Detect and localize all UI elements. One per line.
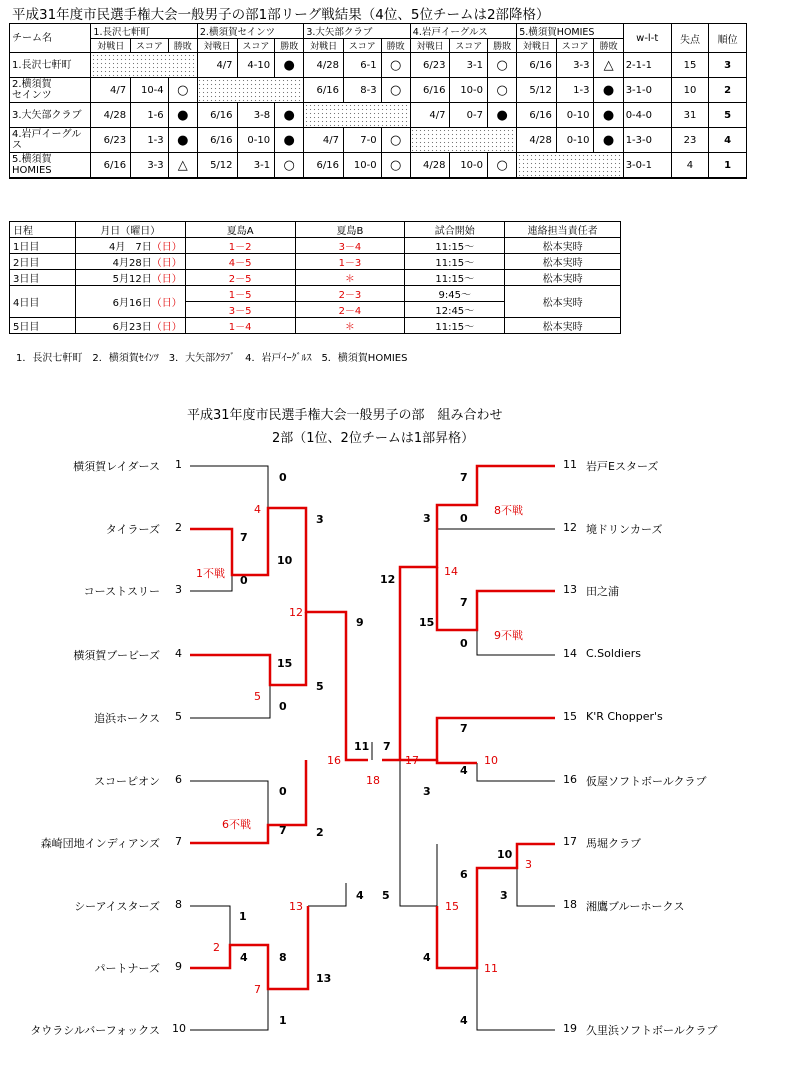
sched-start-time: 11:15～ bbox=[405, 238, 505, 254]
lost-points: 4 bbox=[671, 153, 709, 179]
bracket-team-name: スコーピオン bbox=[94, 775, 160, 788]
bracket-team-name: C.Soldiers bbox=[586, 647, 642, 660]
wlt-record: 3-1-0 bbox=[623, 78, 671, 103]
match-result: ○ bbox=[488, 153, 517, 179]
sub-header: スコア bbox=[131, 39, 169, 53]
bracket-team-name: 森崎団地インディアンズ bbox=[40, 837, 160, 850]
bracket-subtitle: 2部（1位、2位チームは1部昇格） bbox=[272, 431, 475, 446]
sched-field-b: ＊ bbox=[295, 318, 405, 334]
match-result: ○ bbox=[488, 78, 517, 103]
score: 7 bbox=[460, 471, 468, 484]
sub-header: 勝敗 bbox=[168, 39, 197, 53]
match-date: 5/12 bbox=[197, 153, 237, 179]
match-score: 8-3 bbox=[343, 78, 381, 103]
match-score: 0-10 bbox=[237, 128, 275, 153]
score: 17 bbox=[405, 754, 419, 767]
league-title: 平成31年度市民選手権大会一般男子の部1部リーグ戦結果（4位、5位チームは2部降格） bbox=[12, 7, 550, 23]
match-date: 4/7 bbox=[304, 128, 344, 153]
bracket-team-name: 湘鷹ブルーホークス bbox=[586, 900, 685, 913]
score: 10 bbox=[277, 554, 293, 567]
wlt-header: w-l-t bbox=[623, 24, 671, 53]
match-result: ○ bbox=[275, 153, 304, 179]
match-date: 6/16 bbox=[517, 103, 557, 128]
bracket-team-number: 2 bbox=[175, 521, 182, 534]
score: 7 bbox=[254, 983, 261, 996]
match-date: 4/28 bbox=[91, 103, 131, 128]
bracket-team-name: タウラシルバーフォックス bbox=[30, 1024, 160, 1037]
rank-header: 順位 bbox=[709, 24, 747, 53]
date-text: 4月28日 bbox=[112, 258, 152, 269]
match-score: 3-3 bbox=[556, 53, 594, 78]
sched-field-b: 1－3 bbox=[295, 254, 405, 270]
team-name-line: ス bbox=[12, 140, 22, 151]
team-name-line: 4.岩戸イーグル bbox=[12, 129, 82, 140]
wlt-record: 2-1-1 bbox=[623, 53, 671, 78]
match-score: 6-1 bbox=[343, 53, 381, 78]
sched-day: 4日目 bbox=[10, 286, 76, 318]
score: 11 bbox=[354, 740, 370, 753]
score: 7 bbox=[460, 596, 468, 609]
score: 15 bbox=[277, 657, 293, 670]
bracket-team-name: 境ドリンカーズ bbox=[586, 523, 663, 536]
match-score: 4-10 bbox=[237, 53, 275, 78]
date-text: 6月23日 bbox=[112, 322, 152, 333]
rank: 3 bbox=[709, 53, 747, 78]
sched-field-a: 1－4 bbox=[185, 318, 295, 334]
match-result: △ bbox=[168, 153, 197, 179]
match-date: 6/16 bbox=[517, 53, 557, 78]
match-score: 3-1 bbox=[237, 153, 275, 179]
team-name-line: 5.横須賀 bbox=[12, 154, 52, 165]
sub-header: 勝敗 bbox=[381, 39, 410, 53]
sub-header: 勝敗 bbox=[488, 39, 517, 53]
sched-contact: 松本実時 bbox=[505, 286, 621, 318]
score: 3 bbox=[500, 889, 508, 902]
sched-field-a: 1－5 bbox=[185, 286, 295, 302]
day-of-week: （日） bbox=[151, 242, 182, 253]
match-result: ○ bbox=[381, 53, 410, 78]
sched-header: 夏島B bbox=[295, 222, 405, 238]
opponent-header: 3.大矢部クラブ bbox=[304, 24, 410, 39]
opponent-header: 5.横須賀HOMIES bbox=[517, 24, 623, 39]
wlt-record: 1-3-0 bbox=[623, 128, 671, 153]
team-name-line: 1.長沢七軒町 bbox=[12, 59, 72, 71]
match-score: 0-10 bbox=[556, 128, 594, 153]
bracket-team-name: 横須賀レイダース bbox=[73, 460, 160, 473]
bracket-team-name: コーストスリー bbox=[83, 585, 160, 598]
bracket-team-number: 12 bbox=[563, 521, 577, 534]
score: 15 bbox=[419, 616, 435, 629]
score: 15 bbox=[445, 900, 459, 913]
walkover: 6不戦 bbox=[222, 818, 251, 831]
match-date: 4/28 bbox=[517, 128, 557, 153]
sched-field-b: 3－4 bbox=[295, 238, 405, 254]
day-of-week: （日） bbox=[151, 322, 182, 333]
score: 5 bbox=[254, 690, 261, 703]
day-of-week: （日） bbox=[151, 274, 182, 285]
sched-header: 月日（曜日） bbox=[75, 222, 185, 238]
sched-contact: 松本実時 bbox=[505, 254, 621, 270]
score: 0 bbox=[279, 471, 287, 484]
score: 14 bbox=[444, 565, 458, 578]
bracket-team-number: 18 bbox=[563, 898, 577, 911]
match-date: 6/16 bbox=[197, 128, 237, 153]
sched-start-time: 11:15～ bbox=[405, 270, 505, 286]
match-score: 7-0 bbox=[343, 128, 381, 153]
bracket-team-number: 19 bbox=[563, 1022, 577, 1035]
sched-header: 連絡担当責任者 bbox=[505, 222, 621, 238]
score: 0 bbox=[460, 512, 468, 525]
opponent-header: 1.長沢七軒町 bbox=[91, 24, 197, 39]
match-result: ● bbox=[594, 128, 623, 153]
sched-header: 試合開始 bbox=[405, 222, 505, 238]
match-result: ● bbox=[275, 53, 304, 78]
bracket-team-name: 岩戸Eスターズ bbox=[586, 460, 659, 473]
sub-header: 勝敗 bbox=[275, 39, 304, 53]
sched-start-time: 9:45～ bbox=[405, 286, 505, 302]
match-result: ● bbox=[488, 103, 517, 128]
match-score: 10-4 bbox=[131, 78, 169, 103]
sub-header: スコア bbox=[450, 39, 488, 53]
match-result: ○ bbox=[381, 128, 410, 153]
bracket-team-name: 田之浦 bbox=[586, 585, 619, 598]
bracket-team-number: 8 bbox=[175, 898, 182, 911]
sub-header: 対戦日 bbox=[304, 39, 344, 53]
score: 1 bbox=[279, 1014, 287, 1027]
score: 0 bbox=[279, 700, 287, 713]
walkover: 8不戦 bbox=[494, 504, 523, 517]
sub-header: 対戦日 bbox=[91, 39, 131, 53]
score: 11 bbox=[484, 962, 498, 975]
bracket-team-name: 横須賀ブービーズ bbox=[73, 649, 160, 662]
score: 7 bbox=[279, 824, 287, 837]
match-result: △ bbox=[594, 53, 623, 78]
match-result: ○ bbox=[381, 153, 410, 179]
day-of-week: （日） bbox=[151, 298, 182, 309]
bracket-team-number: 9 bbox=[175, 960, 182, 973]
bracket-team-number: 14 bbox=[563, 647, 577, 660]
score: 0 bbox=[279, 785, 287, 798]
sched-field-b: ＊ bbox=[295, 270, 405, 286]
team-name-line: 3.大矢部クラブ bbox=[12, 109, 82, 121]
rank: 1 bbox=[709, 153, 747, 179]
team-name-line: HOMIES bbox=[12, 165, 52, 176]
match-score: 3-1 bbox=[450, 53, 488, 78]
match-date: 4/28 bbox=[304, 53, 344, 78]
score: 7 bbox=[460, 722, 468, 735]
score: 3 bbox=[525, 858, 532, 871]
score: 8 bbox=[279, 951, 287, 964]
match-score: 1-6 bbox=[131, 103, 169, 128]
score: 12 bbox=[380, 573, 396, 586]
score: 13 bbox=[316, 972, 332, 985]
lost-header: 失点 bbox=[671, 24, 709, 53]
walkover: 9不戦 bbox=[494, 629, 523, 642]
score: 9 bbox=[356, 616, 364, 629]
score: 16 bbox=[327, 754, 341, 767]
team-name-line: セインツ bbox=[12, 90, 52, 101]
match-score: 0-7 bbox=[450, 103, 488, 128]
bracket-team-name: 馬堀クラブ bbox=[586, 837, 641, 850]
match-score: 1-3 bbox=[556, 78, 594, 103]
date-text: 4月 7日 bbox=[109, 242, 152, 253]
bracket-team-number: 5 bbox=[175, 710, 182, 723]
sched-day: 2日目 bbox=[10, 254, 76, 270]
match-date: 5/12 bbox=[517, 78, 557, 103]
bracket-team-number: 17 bbox=[563, 835, 577, 848]
match-result: ○ bbox=[488, 53, 517, 78]
sub-header: スコア bbox=[237, 39, 275, 53]
match-score: 1-3 bbox=[131, 128, 169, 153]
score: 5 bbox=[316, 680, 324, 693]
sched-day: 5日目 bbox=[10, 318, 76, 334]
sched-contact: 松本実時 bbox=[505, 238, 621, 254]
score: 4 bbox=[423, 951, 431, 964]
score: 13 bbox=[289, 900, 303, 913]
score: 10 bbox=[497, 848, 513, 861]
team-header: チーム名 bbox=[10, 24, 91, 53]
rank: 5 bbox=[709, 103, 747, 128]
score: 18 bbox=[366, 774, 380, 787]
sub-header: 対戦日 bbox=[197, 39, 237, 53]
bracket-team-name: K'R Chopper's bbox=[586, 710, 663, 723]
bracket-team-number: 1 bbox=[175, 458, 182, 471]
score: 4 bbox=[254, 503, 261, 516]
sched-start-time: 12:45～ bbox=[405, 302, 505, 318]
score: 12 bbox=[289, 606, 303, 619]
match-result: ○ bbox=[168, 78, 197, 103]
score: 2 bbox=[213, 941, 220, 954]
team-number-note: 1．長沢七軒町 2．横須賀ｾｲﾝﾂ 3．大矢部ｸﾗﾌﾞ 4．岩戸ｲｰｸﾞﾙｽ 5．横須賀HOMIES bbox=[16, 353, 408, 364]
sched-day: 3日目 bbox=[10, 270, 76, 286]
date-text: 5月12日 bbox=[112, 274, 152, 285]
bracket-team-number: 11 bbox=[563, 458, 577, 471]
sched-day: 1日目 bbox=[10, 238, 76, 254]
rank: 2 bbox=[709, 78, 747, 103]
bracket-team-number: 3 bbox=[175, 583, 182, 596]
match-date: 4/28 bbox=[410, 153, 450, 179]
score: 10 bbox=[484, 754, 498, 767]
score: 4 bbox=[356, 889, 364, 902]
bracket-team-number: 7 bbox=[175, 835, 182, 848]
date-text: 6月16日 bbox=[112, 298, 152, 309]
sched-field-b: 2－4 bbox=[295, 302, 405, 318]
match-result: ● bbox=[168, 103, 197, 128]
sub-header: 勝敗 bbox=[594, 39, 623, 53]
match-date: 6/16 bbox=[304, 153, 344, 179]
opponent-header: 4.岩戸イーグルス bbox=[410, 24, 516, 39]
sched-field-b: 2－3 bbox=[295, 286, 405, 302]
match-result: ○ bbox=[381, 78, 410, 103]
match-score: 0-10 bbox=[556, 103, 594, 128]
bracket-team-name: パートナーズ bbox=[94, 962, 160, 975]
score: 3 bbox=[423, 512, 431, 525]
bracket-team-name: 仮屋ソフトボールクラブ bbox=[586, 775, 707, 788]
match-result: ● bbox=[275, 103, 304, 128]
match-date: 4/7 bbox=[197, 53, 237, 78]
bracket-team-name: 久里浜ソフトボールクラブ bbox=[586, 1024, 718, 1037]
sched-contact: 松本実時 bbox=[505, 270, 621, 286]
match-date: 6/16 bbox=[91, 153, 131, 179]
bracket-team-number: 4 bbox=[175, 647, 182, 660]
sub-header: スコア bbox=[556, 39, 594, 53]
day-of-week: （日） bbox=[151, 258, 182, 269]
match-score: 10-0 bbox=[450, 153, 488, 179]
score: 4 bbox=[240, 951, 248, 964]
team-name-line: 2.横須賀 bbox=[12, 79, 52, 90]
sched-field-a: 4－5 bbox=[185, 254, 295, 270]
sched-field-a: 2－5 bbox=[185, 270, 295, 286]
wlt-record: 0-4-0 bbox=[623, 103, 671, 128]
sched-field-a: 1－2 bbox=[185, 238, 295, 254]
score: 4 bbox=[460, 1014, 468, 1027]
score: 5 bbox=[382, 889, 390, 902]
bracket-team-number: 6 bbox=[175, 773, 182, 786]
match-date: 6/16 bbox=[304, 78, 344, 103]
sched-contact: 松本実時 bbox=[505, 318, 621, 334]
sub-header: 対戦日 bbox=[410, 39, 450, 53]
sched-field-a: 3－5 bbox=[185, 302, 295, 318]
sched-start-time: 11:15～ bbox=[405, 254, 505, 270]
sub-header: スコア bbox=[343, 39, 381, 53]
match-date: 6/16 bbox=[197, 103, 237, 128]
wlt-record: 3-0-1 bbox=[623, 153, 671, 179]
bracket-title: 平成31年度市民選手権大会一般男子の部 組み合わせ bbox=[187, 408, 503, 423]
score: 0 bbox=[240, 574, 248, 587]
match-score: 3-8 bbox=[237, 103, 275, 128]
score: 1 bbox=[239, 910, 247, 923]
lost-points: 15 bbox=[671, 53, 709, 78]
match-result: ● bbox=[594, 78, 623, 103]
rank: 4 bbox=[709, 128, 747, 153]
sched-header: 日程 bbox=[10, 222, 76, 238]
match-date: 6/23 bbox=[410, 53, 450, 78]
score: 2 bbox=[316, 826, 324, 839]
opponent-header: 2.横須賀セインツ bbox=[197, 24, 303, 39]
lost-points: 31 bbox=[671, 103, 709, 128]
bracket-team-number: 10 bbox=[172, 1022, 186, 1035]
score: 7 bbox=[383, 740, 391, 753]
bracket-team-number: 13 bbox=[563, 583, 577, 596]
match-score: 10-0 bbox=[343, 153, 381, 179]
bracket-team-number: 16 bbox=[563, 773, 577, 786]
match-result: ● bbox=[594, 103, 623, 128]
match-result: ● bbox=[275, 128, 304, 153]
sched-start-time: 11:15～ bbox=[405, 318, 505, 334]
match-score: 10-0 bbox=[450, 78, 488, 103]
score: 4 bbox=[460, 764, 468, 777]
sub-header: 対戦日 bbox=[517, 39, 557, 53]
match-date: 6/16 bbox=[410, 78, 450, 103]
score: 3 bbox=[423, 785, 431, 798]
bracket-team-name: シーアイスターズ bbox=[74, 900, 160, 913]
lost-points: 23 bbox=[671, 128, 709, 153]
sched-header: 夏島A bbox=[185, 222, 295, 238]
match-result: ● bbox=[168, 128, 197, 153]
lost-points: 10 bbox=[671, 78, 709, 103]
score: 0 bbox=[460, 637, 468, 650]
match-date: 6/23 bbox=[91, 128, 131, 153]
score: 7 bbox=[240, 531, 248, 544]
match-date: 4/7 bbox=[91, 78, 131, 103]
match-date: 4/7 bbox=[410, 103, 450, 128]
match-score: 3-3 bbox=[131, 153, 169, 179]
bracket-team-number: 15 bbox=[563, 710, 577, 723]
bracket-team-name: タイラーズ bbox=[105, 523, 160, 536]
score: 3 bbox=[316, 513, 324, 526]
score: 6 bbox=[460, 868, 468, 881]
walkover: 1不戦 bbox=[196, 567, 225, 580]
bracket-team-name: 追浜ホークス bbox=[94, 712, 160, 725]
